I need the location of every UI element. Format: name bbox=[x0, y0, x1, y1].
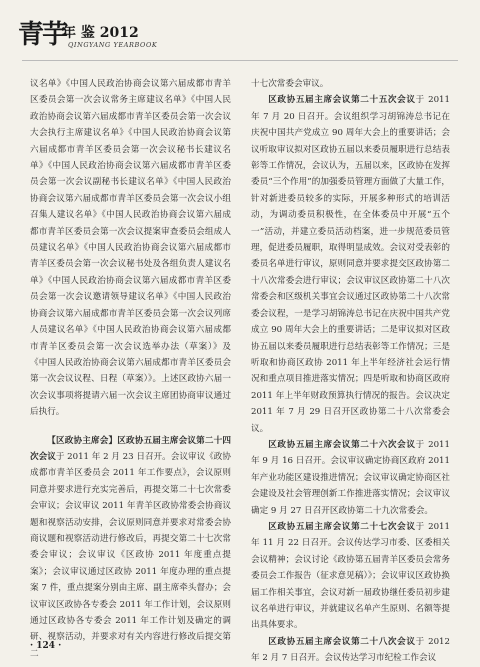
right-paragraph-4 bbox=[251, 634, 450, 667]
meeting-body-27: 于 2011 年 11 月 22 日召开。会议传达学习市委、区委相关会议精神；会议讨论《政协第五届青羊区委员会常务委员会工作报告（征求意见稿）》；会议审议区政协换届工作相关事宜，会议对新一届政协继任委员初步建议名单进行审议，并就建议名单产生原则、名额等提出具体要求。 bbox=[251, 521, 450, 631]
left-column bbox=[30, 76, 231, 662]
meeting-body-28: 于 2012 年 2 月 7 日召开。会议传达学习市纪检工作会议 bbox=[251, 636, 450, 664]
section-tag: 【区政协主席会】 bbox=[47, 435, 118, 446]
right-paragraph-2 bbox=[251, 437, 450, 519]
yearbook-title: 年 鉴 2012 bbox=[62, 25, 139, 41]
right-column bbox=[251, 76, 450, 667]
meeting-title-25: 区政协五届主席会议第二十五次会议 bbox=[268, 95, 416, 106]
left-paragraph-1: 议名单》《中国人民政治协商会议第六届成都市青羊区委员会第一次会议常务主席建议名单》《中国人民政治协商会议第六届成都市青羊区委员会第一次会议大会执行主席建议名单》《中国人民政治协商会议第六届成都市青羊区委员会第一次会议秘书长建议名单》《中国人民政治协商会议第六届成都市青羊区委员会第一次会议副秘书长建议名单》《中国人民政治协商会议第六届成都市青羊区委员会第一次会议小组召集人建议名单》《中国人民政治协商会议第六届成都市青羊区委员会第一次会议提案审查委员会组成人员建议名单》《中国人民政治协商会议第六届成都市青羊区委员会第一次会议秘书处及各组负责人建议名单》《中国人民政治协商会议第六届成都市青羊区委员会第一次会议邀请领导建议名单》《中国人民政治协商会议第六届成都市青羊区委员会第一次会议列席人员建议名单》《中国人民政治协商会议第六届成都市青羊区委员会第一次会议选举办法（草案）》及《中国人民政治协商会议第六届成都市青羊区委员会第一次会议议程、日程（草案）》。上述区政协六届一次会议事项将提请六届一次会议主席团协商审议通过后执行。 bbox=[30, 79, 231, 418]
right-paragraph-0: 十七次常委会审议。 bbox=[251, 79, 329, 89]
yearbook-logo: 青芋 bbox=[18, 20, 67, 50]
meeting-title-27: 区政协五届主席会议第二十七次会议 bbox=[268, 521, 416, 532]
yearbook-subtitle: QINGYANG YEARBOOK bbox=[68, 41, 158, 49]
right-paragraph-3 bbox=[251, 519, 450, 634]
header-rule bbox=[22, 60, 458, 61]
meeting-body-26: 于 2011 年 9 月 16 日召开。会议审议确定协商区政府 2011 年产业功能区建设推进情况；会议审议确定协商区社会建设及社会管理创新工作推进落实情况；会议审议确定 9 月 27 日召开区政协第二十九次常委会。 bbox=[251, 439, 450, 516]
right-paragraph-1 bbox=[251, 92, 450, 437]
yearbook-header bbox=[18, 14, 168, 54]
page-number: · 124 · bbox=[30, 641, 62, 651]
meeting-body-25: 于 2011 年 7 月 20 日召开。会议组织学习胡锦涛总书记在庆祝中国共产党成立 90 周年大会上的重要讲话；会议听取审议拟对区政协五届以来委员履职进行总结表彰等工作情况，会议认为，五届以来，区政协在发挥委员“三个作用”的加强委员管理方面做了大量工作，针对新进委员较多的实际，开展多种形式的培训活动，为调动委员积极性，在全体委员中开展“五个一”活动，并建立委员活动档案，进一步规范委员管理，促进委员履职，取得明显成效。会议对受表彰的委员名单进行审议，原则同意并要求提交区政协第二十八次常委会进行审议；会议审议区政协第二十八次常委会和区级机关事宜会议通过区政协第二十八次常委会议程，一是学习胡锦涛总书记在庆祝中国共产党成立 90 周年大会上的重要讲话；二是审议拟对区政协五届以来委员履职进行总结表彰等工作情况；三是听取和协商区政协 2011 年上半年经济社会运行情况和重点项目推进落实情况；四是听取和协商区政府 2011 年上半年财政预算执行情况的报告。会议决定 2011 年 7 月 29 日召开区政协第二十八次常委会议。 bbox=[251, 95, 450, 434]
meeting-body-24: 于 2011 年 2 月 23 日召开。会议审议《政协成都市青羊区委员会 2011 年工作要点》，会议原则同意并要求进行充实完善后，再提交第二十七次常委会审议；会议审议 2011 年青羊区政协常委会协商议题和视察活动安排，会议原则同意并要求对常委会协商议题和视察活动进行修改后，再提交第二十七次常委会审议；会议审议《区政协 2011 年度重点提案》；会议审议通过区政协 2011 年度办理的重点提案 7 件，重点提案分别由主席、副主席牵头督办；会议审议区政协各专委会 2011 年工作计划，会议原则通过区政协各专委会 2011 年工作计划及确定的调研、视察活动，并要求对有关内容进行修改后提交第二 bbox=[30, 451, 231, 659]
meeting-title-28: 区政协五届主席会议第二十八次会议 bbox=[268, 636, 416, 647]
left-paragraph-2 bbox=[30, 433, 231, 663]
meeting-title-24: 区政协五届主席会议第二十四次会议 bbox=[30, 435, 231, 462]
meeting-title-26: 区政协五届主席会议第二十六次会议 bbox=[268, 439, 416, 450]
